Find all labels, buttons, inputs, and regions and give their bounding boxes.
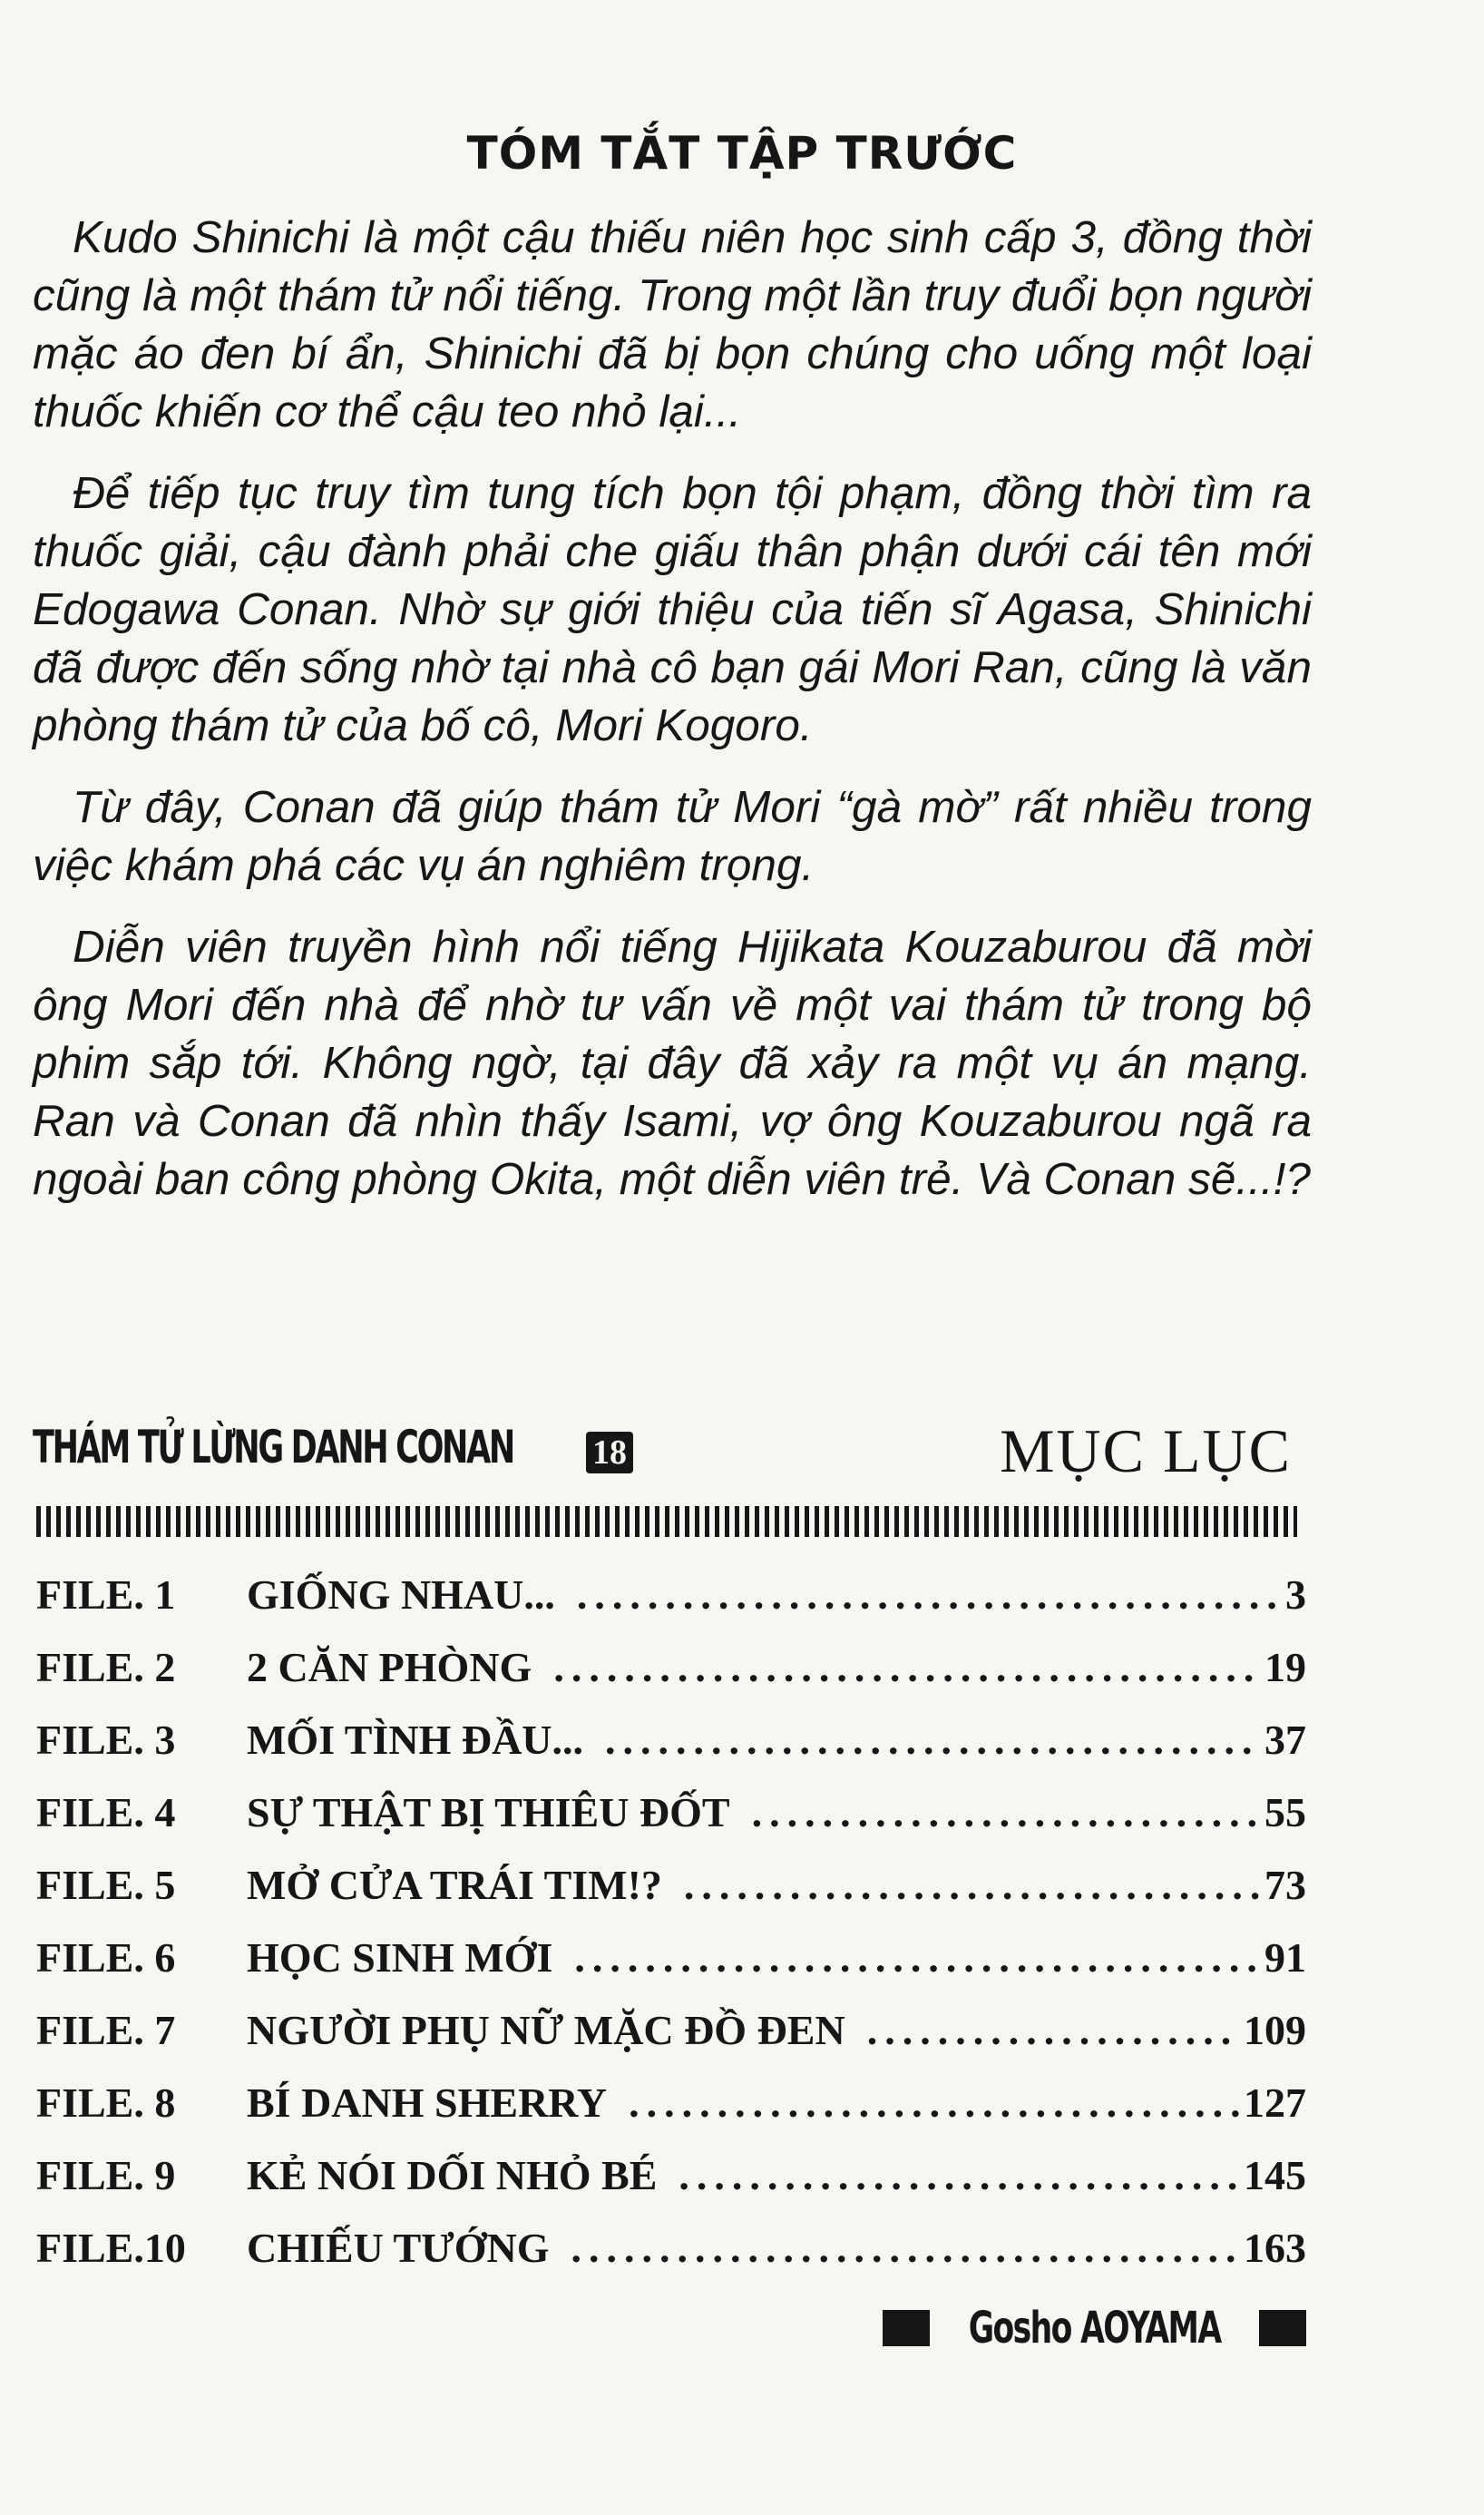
toc-file-number: FILE. 9 [36, 2152, 176, 2198]
toc-chapter-name: SỰ THẬT BỊ THIÊU ĐỐT [247, 1789, 730, 1835]
toc-page-number: 37 [1264, 1717, 1306, 1763]
toc-entry [36, 1849, 1306, 1922]
toc-title: MỤC LỤC [1000, 1416, 1292, 1485]
toc-leader-dots [605, 1704, 1261, 1776]
toc-entry [36, 1704, 1306, 1776]
summary-paragraph: Từ đây, Conan đã giúp thám tử Mori “gà mờ” rất nhiều trong việc khám phá các vụ án nghiêm trọng. [33, 782, 1312, 890]
volume-badge: 18 [586, 1432, 633, 1473]
decorative-barcode-divider [36, 1506, 1297, 1537]
toc-leader-dots [629, 2067, 1240, 2139]
toc-file-number: FILE. 6 [36, 1934, 176, 1981]
toc-leader-dots [752, 1776, 1261, 1849]
toc-file-number: FILE. 5 [36, 1862, 176, 1908]
summary-paragraph: Kudo Shinichi là một cậu thiếu niên học sinh cấp 3, đồng thời cũng là một thám tử nổi tiếng. Trong một lần truy đuổi bọn người mặc áo đen bí ẩn, Shinichi đã bị bọn chúng cho uống một loại thuốc khiến cơ thể cậu teo nhỏ lại... [33, 212, 1312, 436]
toc-page-number: 55 [1264, 1789, 1306, 1835]
toc-list [36, 1559, 1306, 2285]
toc-chapter-name: 2 CĂN PHÒNG [247, 1644, 532, 1690]
toc-leader-dots [574, 1922, 1261, 1994]
toc-page-number: 73 [1264, 1862, 1306, 1908]
toc-page-number: 91 [1264, 1934, 1306, 1981]
toc-page-number: 3 [1285, 1571, 1306, 1618]
toc-entry [36, 1994, 1306, 2067]
summary-paragraph: Để tiếp tục truy tìm tung tích bọn tội phạm, đồng thời tìm ra thuốc giải, cậu đành phải che giấu thân phận dưới cái tên mới Edogawa Conan. Nhờ sự giới thiệu của tiến sĩ Agasa, Shinichi đã được đến sống nhờ tại nhà cô bạn gái Mori Ran, cũng là văn phòng thám tử của bố cô, Mori Kogoro. [33, 468, 1312, 750]
toc-leader-dots [577, 1559, 1282, 1631]
toc-chapter-name: NGƯỜI PHỤ NỮ MẶC ĐỒ ĐEN [247, 2007, 845, 2053]
toc-entry [36, 1631, 1306, 1704]
summary-paragraph: Diễn viên truyền hình nổi tiếng Hijikata Kouzaburou đã mời ông Mori đến nhà để nhờ tư vấn về một vai thám tử trong bộ phim sắp tới. Không ngờ, tại đây đã xảy ra một vụ án mạng. Ran và Conan đã nhìn thấy Isami, vợ ông Kouzaburou ngã ra ngoài ban công phòng Okita, một diễn viên trẻ. Và Conan sẽ...!? [33, 922, 1312, 1204]
toc-page-number: 19 [1264, 1644, 1306, 1690]
toc-page-number: 109 [1244, 2007, 1306, 2053]
toc-entry [36, 2067, 1306, 2139]
toc-file-number: FILE. 2 [36, 1644, 176, 1690]
toc-chapter-name: GIỐNG NHAU... [247, 1571, 555, 1618]
toc-page-number: 145 [1244, 2152, 1306, 2198]
toc-page-number: 127 [1244, 2080, 1306, 2126]
author-name: Gosho AOYAMA [968, 2303, 1221, 2354]
toc-chapter-name: CHIẾU TƯỚNG [247, 2225, 550, 2271]
toc-leader-dots [679, 2139, 1240, 2212]
toc-file-number: FILE.10 [36, 2225, 186, 2271]
author-left-block [883, 2310, 930, 2346]
author-right-block [1259, 2310, 1306, 2346]
toc-page-number: 163 [1244, 2225, 1306, 2271]
author-credit [883, 2303, 1306, 2354]
toc-file-number: FILE. 3 [36, 1717, 176, 1763]
toc-chapter-name: KẺ NÓI DỐI NHỎ BÉ [247, 2152, 658, 2198]
toc-leader-dots [553, 1631, 1261, 1704]
toc-file-number: FILE. 8 [36, 2080, 176, 2126]
toc-file-number: FILE. 1 [36, 1571, 176, 1618]
toc-leader-dots [571, 2212, 1240, 2285]
toc-entry [36, 1559, 1306, 1631]
toc-chapter-name: MỐI TÌNH ĐẦU... [247, 1717, 584, 1763]
toc-leader-dots [867, 1994, 1240, 2067]
toc-chapter-name: BÍ DANH SHERRY [247, 2080, 608, 2126]
toc-file-number: FILE. 4 [36, 1789, 176, 1835]
toc-entry [36, 1922, 1306, 1994]
toc-chapter-name: HỌC SINH MỚI [247, 1934, 553, 1981]
toc-file-number: FILE. 7 [36, 2007, 176, 2053]
summary-text [33, 209, 1312, 1232]
summary-title: TÓM TẮT TẬP TRƯỚC [466, 127, 1018, 180]
series-title: THÁM TỬ LỪNG DANH CONAN [33, 1421, 513, 1473]
toc-entry [36, 2212, 1306, 2285]
toc-entry [36, 1776, 1306, 1849]
toc-leader-dots [684, 1849, 1261, 1922]
toc-chapter-name: MỞ CỬA TRÁI TIM!? [247, 1862, 662, 1908]
toc-entry [36, 2139, 1306, 2212]
